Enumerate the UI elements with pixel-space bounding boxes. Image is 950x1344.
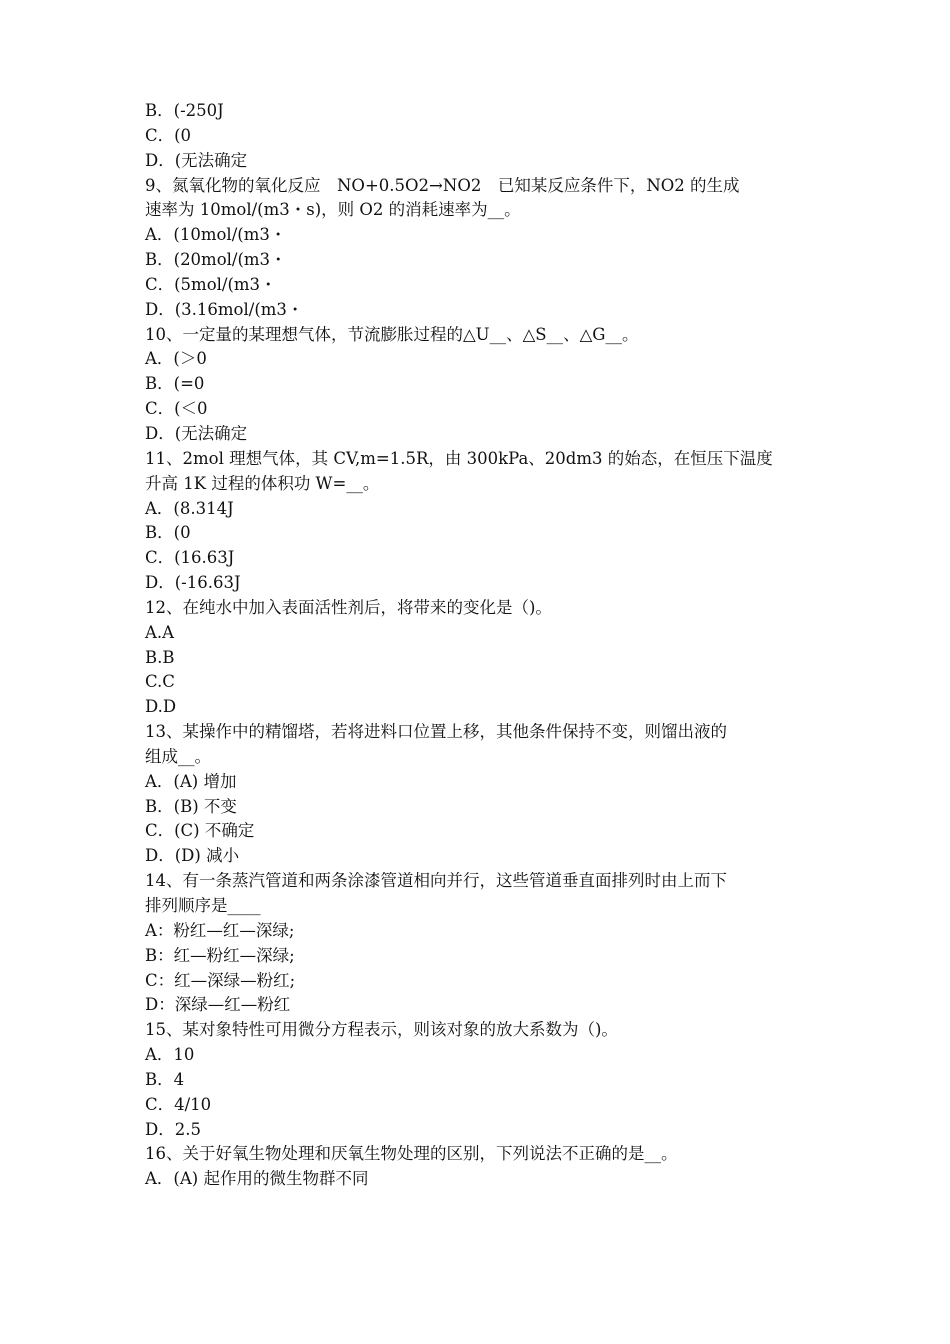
question-9-line-2: 速率为 10mol/(m3・s)，则 O2 的消耗速率为__。 [145, 200, 521, 220]
option-9a: A．(10mol/(m3・ [145, 225, 287, 245]
question-15: 15、某对象特性可用微分方程表示，则该对象的放大系数为（)。 [145, 1020, 618, 1040]
document-page [145, 99, 825, 1192]
option-14a: A：粉红—红—深绿; [145, 920, 295, 940]
question-13-line-2: 组成__。 [145, 746, 211, 766]
option-15b: B．4 [145, 1069, 185, 1089]
option-15c: C．4/10 [145, 1094, 212, 1114]
option-14d: D：深绿—红—粉红 [145, 995, 291, 1015]
question-11-line-2: 升高 1K 过程的体积功 W=__。 [145, 473, 380, 493]
option-9c: C．(5mol/(m3・ [145, 274, 277, 294]
option-12b: B.B [145, 647, 175, 667]
option-12a: A.A [145, 622, 175, 642]
option-11b: B．(0 [145, 523, 191, 543]
option-8d: D．(无法确定 [145, 150, 248, 170]
option-11a: A．(8.314J [145, 498, 234, 518]
option-13a: A．(A) 增加 [145, 771, 237, 791]
option-14b: B：红—粉红—深绿; [145, 945, 295, 965]
question-14-line-2: 排列顺序是____ [145, 896, 261, 915]
option-10d: D．(无法确定 [145, 423, 248, 443]
option-14c: C：红—深绿—粉红; [145, 970, 296, 990]
question-13-line-1: 13、某操作中的精馏塔，若将进料口位置上移，其他条件保持不变，则馏出液的 [145, 722, 727, 742]
option-12d: D.D [145, 697, 177, 717]
option-13c: C．(C) 不确定 [145, 821, 255, 841]
option-11c: C．(16.63J [145, 548, 235, 568]
question-11-line-1: 11、2mol 理想气体，其 CV,m=1.5R，由 300kPa、20dm3 的始态，在恒压下温度 [145, 448, 773, 468]
option-10c: C．(＜0 [145, 399, 208, 419]
option-13b: B．(B) 不变 [145, 796, 237, 816]
option-9b: B．(20mol/(m3・ [145, 250, 287, 270]
option-9d: D．(3.16mol/(m3・ [145, 299, 304, 319]
option-8c: C．(0 [145, 125, 192, 145]
question-12: 12、在纯水中加入表面活性剂后，将带来的变化是（)。 [145, 597, 552, 617]
option-10b: B．(=0 [145, 374, 205, 394]
option-10a: A．(＞0 [145, 349, 207, 369]
question-9-line-1: 9、氮氧化物的氧化反应 NO+0.5O2→NO2 已知某反应条件下，NO2 的生成 [145, 175, 740, 195]
question-14-line-1: 14、有一条蒸汽管道和两条涂漆管道相向并行，这些管道垂直面排列时由上而下 [145, 871, 727, 891]
option-13d: D．(D) 减小 [145, 846, 240, 866]
option-15d: D．2.5 [145, 1119, 201, 1139]
option-15a: A．10 [145, 1045, 195, 1065]
option-11d: D．(-16.63J [145, 573, 241, 593]
question-16: 16、关于好氧生物处理和厌氧生物处理的区别，下列说法不正确的是__。 [145, 1144, 678, 1164]
option-12c: C.C [145, 672, 175, 692]
question-10: 10、一定量的某理想气体，节流膨胀过程的△U__、△S__、△G__。 [145, 324, 639, 344]
option-16a: A．(A) 起作用的微生物群不同 [145, 1169, 369, 1189]
option-8b: B．(-250J [145, 101, 224, 120]
